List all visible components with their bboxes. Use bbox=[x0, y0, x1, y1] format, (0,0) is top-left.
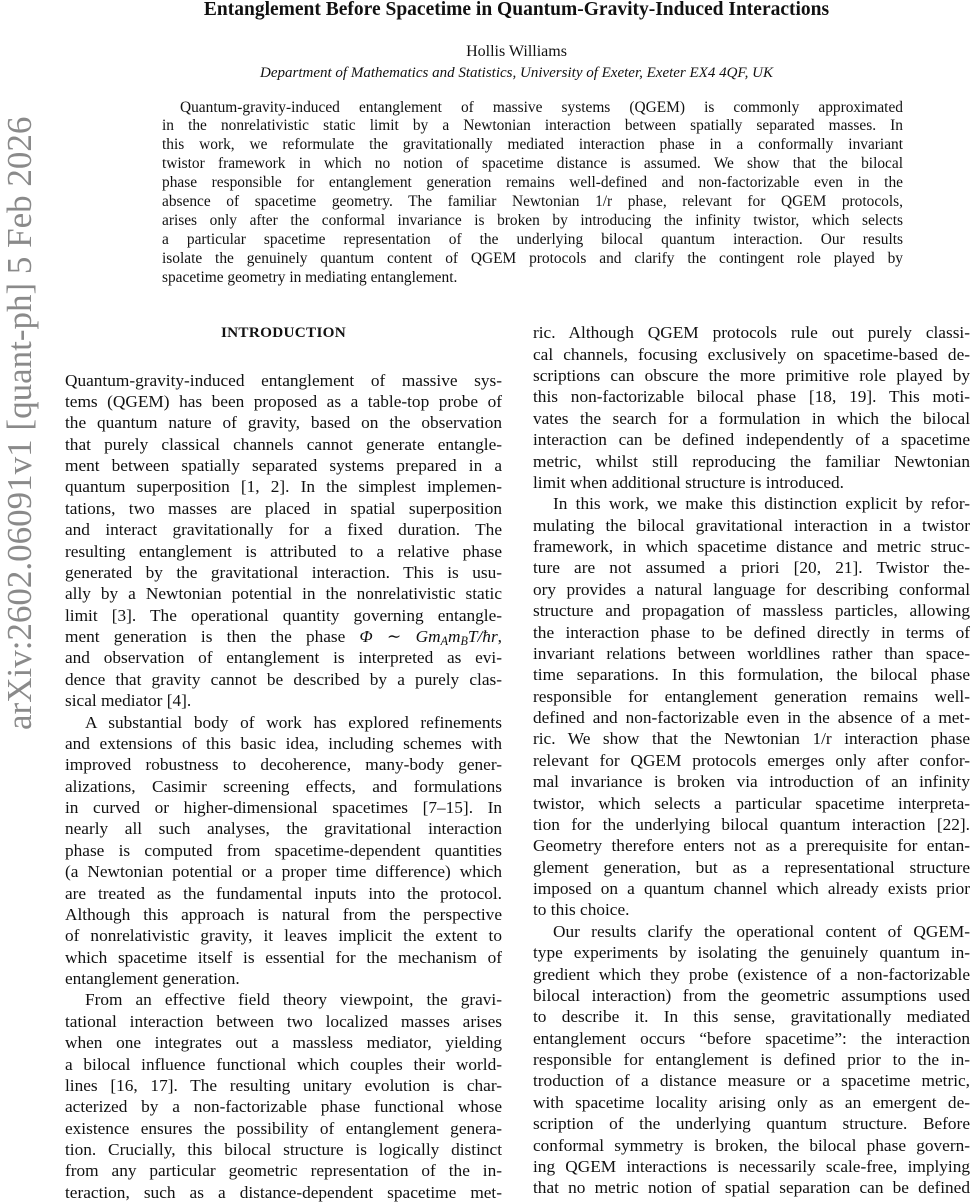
paragraph-line: limit when additional structure is introduced. bbox=[533, 472, 970, 493]
abstract-line: in the nonrelativistic static limit by a Newtonian interaction between spatially separated masses. In bbox=[162, 117, 903, 136]
paragraph-line: the quantum nature of gravity, based on the observation bbox=[65, 412, 502, 433]
paragraph-line: tations, two masses are placed in spatial superposition bbox=[65, 498, 502, 519]
abstract bbox=[162, 99, 903, 288]
paragraph-line: alizations, Casimir screening effects, and formulations bbox=[65, 776, 502, 797]
paragraph-line: (a Newtonian potential or a proper time difference) which bbox=[65, 861, 502, 882]
paragraph-line: imposed on a quantum channel which already exists prior bbox=[533, 878, 970, 899]
paragraph-line: ing QGEM interactions is necessarily scale-free, implying bbox=[533, 1156, 970, 1177]
paragraph-line: of nonrelativistic gravity, it leaves implicit the extent to bbox=[65, 925, 502, 946]
paragraph-line: when one integrates out a massless mediator, yielding bbox=[65, 1032, 502, 1053]
left-column-body bbox=[65, 370, 502, 1203]
math-expression: m bbox=[448, 627, 460, 646]
paragraph-line: Quantum-gravity-induced entanglement of massive sys- bbox=[65, 370, 502, 391]
paragraph-line: Geometry therefore enters not as a prerequisite for entan- bbox=[533, 835, 970, 856]
paragraph-line: ric. Although QGEM protocols rule out purely classi- bbox=[533, 322, 970, 343]
abstract-line: phase responsible for entanglement generation remains well-defined and non-factorizable even in the bbox=[162, 174, 903, 193]
paragraph-line: resulting entanglement is attributed to a relative phase bbox=[65, 541, 502, 562]
paragraph-line: ric. We show that the Newtonian 1/r interaction phase bbox=[533, 728, 970, 749]
paragraph-line: From an effective field theory viewpoint, the gravi- bbox=[65, 989, 502, 1010]
text-segment: ment generation is then the phase bbox=[65, 627, 360, 646]
paragraph-line: structure and propagation of massless particles, allowing bbox=[533, 600, 970, 621]
paragraph-line: invariant relations between worldlines rather than space- bbox=[533, 643, 970, 664]
paragraph-line: Our results clarify the operational content of QGEM- bbox=[533, 921, 970, 942]
paragraph-line: type experiments by isolating the genuinely quantum in- bbox=[533, 942, 970, 963]
paragraph-line: this non-factorizable bilocal phase [18, 19]. This moti- bbox=[533, 386, 970, 407]
paragraph-line: and interact gravitationally for a fixed duration. The bbox=[65, 519, 502, 540]
paragraph-line: ture are not assumed a priori [20, 21]. Twistor the- bbox=[533, 557, 970, 578]
paragraph-line: teraction, such as a distance-dependent spacetime met- bbox=[65, 1182, 502, 1203]
paragraph-line: a bilocal influence functional which couples their world- bbox=[65, 1054, 502, 1075]
paragraph-line: are treated as the fundamental inputs into the protocol. bbox=[65, 883, 502, 904]
paragraph-line: cal channels, focusing exclusively on spacetime-based de- bbox=[533, 344, 970, 365]
paragraph-line: to this choice. bbox=[533, 899, 970, 920]
math-expression: Φ ∼ Gm bbox=[360, 627, 441, 646]
paragraph-line: conformal symmetry is broken, the bilocal phase govern- bbox=[533, 1135, 970, 1156]
paragraph-line: entanglement generation. bbox=[65, 968, 502, 989]
paragraph-line: tion. Crucially, this bilocal structure is logically distinct bbox=[65, 1139, 502, 1160]
arxiv-identifier-stamp: arXiv:2602.06091v1 [quant-ph] 5 Feb 2026 bbox=[2, 117, 38, 730]
paragraph-line: tational interaction between two localized masses arises bbox=[65, 1011, 502, 1032]
paragraph-line: framework, in which spacetime distance and metric struc- bbox=[533, 536, 970, 557]
author-name: Hollis Williams bbox=[0, 42, 973, 62]
paragraph-line: In this work, we make this distinction explicit by refor- bbox=[533, 493, 970, 514]
author-affiliation: Department of Mathematics and Statistics, University of Exeter, Exeter EX4 4QF, UK bbox=[0, 63, 973, 83]
paragraph-line: scriptions can obscure the more primitive role played by bbox=[533, 365, 970, 386]
paragraph-line: vates the search for a formulation in which the bilocal bbox=[533, 408, 970, 429]
paragraph-line: entanglement occurs “before spacetime”: the interaction bbox=[533, 1028, 970, 1049]
paragraph-line: generated by the gravitational interaction. This is usu- bbox=[65, 562, 502, 583]
paragraph-line: bilocal interaction) from the geometric assumptions used bbox=[533, 985, 970, 1006]
paragraph-line: Although this approach is natural from the perspective bbox=[65, 904, 502, 925]
paragraph-line: defined and non-factorizable even in the absence of a met- bbox=[533, 707, 970, 728]
text-segment: , bbox=[498, 627, 502, 646]
paragraph-line: sical mediator [4]. bbox=[65, 690, 502, 711]
paragraph-line: the interaction phase to be defined directly in terms of bbox=[533, 622, 970, 643]
paragraph-line: scription of the underlying quantum structure. Before bbox=[533, 1113, 970, 1134]
section-heading-introduction: INTRODUCTION bbox=[65, 323, 502, 343]
paper-title: Entanglement Before Spacetime in Quantum-Gravity-Induced Interactions bbox=[0, 0, 973, 22]
abstract-line: spacetime geometry in mediating entanglement. bbox=[162, 269, 903, 288]
abstract-line: a particular spacetime representation of the underlying bilocal quantum interaction. Our results bbox=[162, 231, 903, 250]
paragraph-line: existence ensures the possibility of entanglement genera- bbox=[65, 1118, 502, 1139]
paragraph-line bbox=[65, 626, 502, 647]
paragraph-line: twistor, which selects a particular spacetime interpreta- bbox=[533, 793, 970, 814]
paragraph-line: nearly all such analyses, the gravitational interaction bbox=[65, 818, 502, 839]
paragraph-line: in curved or higher-dimensional spacetimes [7–15]. In bbox=[65, 797, 502, 818]
paragraph-line: that purely classical channels cannot generate entangle- bbox=[65, 434, 502, 455]
paragraph-line: A substantial body of work has explored refinements bbox=[65, 712, 502, 733]
paragraph-line: interaction can be defined independently of a spacetime bbox=[533, 429, 970, 450]
abstract-line: arises only after the conformal invariance is broken by introducing the infinity twistor, which selects bbox=[162, 212, 903, 231]
abstract-line: twistor framework in which no notion of spacetime distance is assumed. We show that the bilocal bbox=[162, 155, 903, 174]
paragraph-line: to describe it. In this sense, gravitationally mediated bbox=[533, 1006, 970, 1027]
paragraph-line: quantum superposition [1, 2]. In the simplest implemen- bbox=[65, 476, 502, 497]
paragraph-line: mal invariance is broken via introduction of an infinity bbox=[533, 771, 970, 792]
paragraph-line: tems (QGEM) has been proposed as a table-top probe of bbox=[65, 391, 502, 412]
paragraph-line: metric, whilst still reproducing the familiar Newtonian bbox=[533, 451, 970, 472]
paragraph-line: phase is computed from spacetime-dependent quantities bbox=[65, 840, 502, 861]
abstract-line: isolate the genuinely quantum content of QGEM protocols and clarify the contingent role played by bbox=[162, 250, 903, 269]
paragraph-line: responsible for entanglement generation remains well- bbox=[533, 686, 970, 707]
paragraph-line: time separations. In this formulation, the bilocal phase bbox=[533, 664, 970, 685]
paragraph-line: tion for the underlying bilocal quantum interaction [22]. bbox=[533, 814, 970, 835]
paragraph-line: with spacetime locality arising only as an emergent de- bbox=[533, 1092, 970, 1113]
paragraph-line: and observation of entanglement is interpreted as evi- bbox=[65, 647, 502, 668]
right-column-body bbox=[533, 322, 970, 1198]
math-expression: T/ħr bbox=[468, 627, 498, 646]
paragraph-line: that no metric notion of spatial separation can be defined bbox=[533, 1177, 970, 1198]
paragraph-line: from any particular geometric representation of the in- bbox=[65, 1160, 502, 1181]
paragraph-line: which spacetime itself is essential for the mechanism of bbox=[65, 947, 502, 968]
paragraph-line: ally by a Newtonian potential in the nonrelativistic static bbox=[65, 583, 502, 604]
abstract-line: this work, we reformulate the gravitationally mediated interaction phase in a conformally invariant bbox=[162, 136, 903, 155]
paragraph-line: improved robustness to decoherence, many-body gener- bbox=[65, 754, 502, 775]
paragraph-line: mulating the bilocal gravitational interaction in a twistor bbox=[533, 515, 970, 536]
paragraph-line: and extensions of this basic idea, including schemes with bbox=[65, 733, 502, 754]
paragraph-line: ory provides a natural language for describing conformal bbox=[533, 579, 970, 600]
paragraph-line: relevant for QGEM protocols emerges only after confor- bbox=[533, 750, 970, 771]
paragraph-line: dence that gravity cannot be described by a purely clas- bbox=[65, 669, 502, 690]
paragraph-line: glement generation, but as a representational structure bbox=[533, 857, 970, 878]
paragraph-line: acterized by a non-factorizable phase functional whose bbox=[65, 1096, 502, 1117]
math-subscript: A bbox=[441, 634, 448, 648]
paragraph-line: responsible for entanglement is defined prior to the in- bbox=[533, 1049, 970, 1070]
paragraph-line: limit [3]. The operational quantity governing entangle- bbox=[65, 605, 502, 626]
abstract-line: absence of spacetime geometry. The familiar Newtonian 1/r phase, relevant for QGEM protocols, bbox=[162, 193, 903, 212]
math-subscript: B bbox=[460, 634, 467, 648]
paragraph-line: lines [16, 17]. The resulting unitary evolution is char- bbox=[65, 1075, 502, 1096]
paragraph-line: ment between spatially separated systems prepared in a bbox=[65, 455, 502, 476]
abstract-line: Quantum-gravity-induced entanglement of massive systems (QGEM) is commonly approximated bbox=[162, 99, 903, 118]
paragraph-line: gredient which they probe (existence of a non-factorizable bbox=[533, 964, 970, 985]
paragraph-line: troduction of a distance measure or a spacetime metric, bbox=[533, 1070, 970, 1091]
